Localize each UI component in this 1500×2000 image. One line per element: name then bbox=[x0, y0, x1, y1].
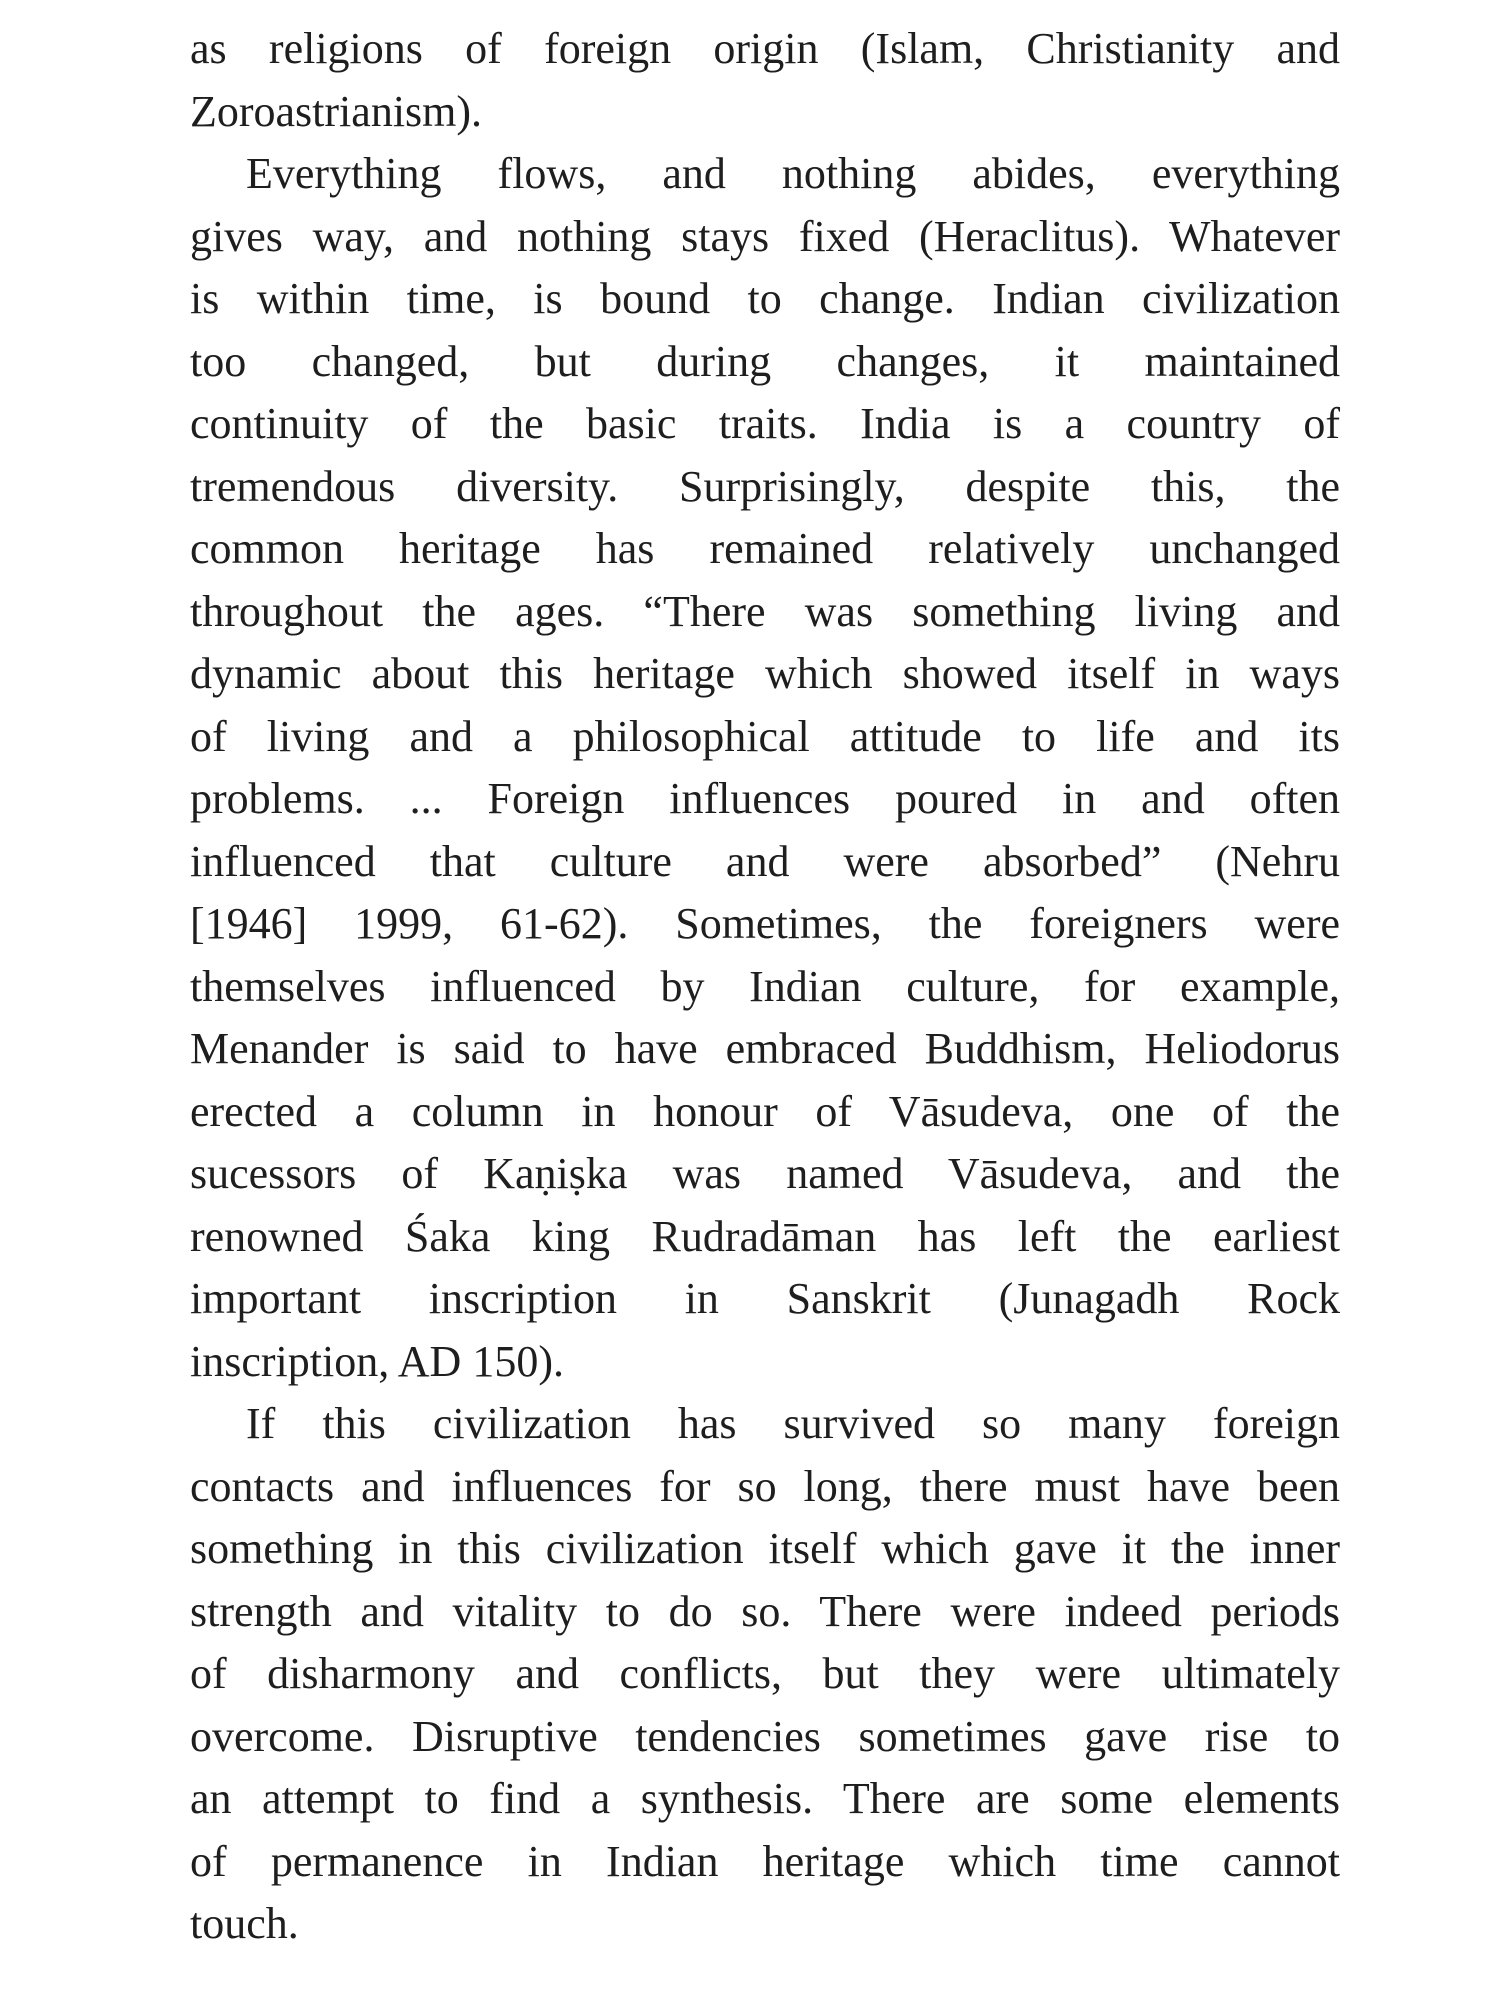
text-line: tremendous diversity. Surprisingly, despite this, the bbox=[190, 461, 1340, 511]
text-line: something in this civilization itself which gave it the inner bbox=[190, 1524, 1340, 1573]
text-line: touch. bbox=[190, 1899, 299, 1948]
text-line: erected a column in honour of Vāsudeva, one of the bbox=[190, 1086, 1340, 1136]
document-page bbox=[190, 18, 1340, 1956]
text-line: Zoroastrianism). bbox=[190, 86, 483, 136]
paragraph-1 bbox=[190, 18, 1340, 143]
text-line: strength and vitality to do so. There were indeed periods bbox=[190, 1586, 1340, 1636]
text-line: throughout the ages. “There was something living and bbox=[190, 586, 1340, 636]
text-line: continuity of the basic traits. India is a country of bbox=[190, 399, 1340, 448]
text-line: Everything flows, and nothing abides, everything bbox=[246, 149, 1340, 198]
text-line: an attempt to find a synthesis. There are some elements bbox=[190, 1774, 1340, 1823]
text-line: dynamic about this heritage which showed itself in ways bbox=[190, 649, 1340, 698]
text-line: too changed, but during changes, it maintained bbox=[190, 336, 1340, 386]
text-line: common heritage has remained relatively unchanged bbox=[190, 524, 1340, 573]
text-line: Menander is said to have embraced Buddhism, Heliodorus bbox=[190, 1024, 1340, 1073]
text-line: overcome. Disruptive tendencies sometimes gave rise to bbox=[190, 1711, 1340, 1761]
text-line: gives way, and nothing stays fixed (Heraclitus). Whatever bbox=[190, 211, 1340, 261]
text-line: important inscription in Sanskrit (Junagadh Rock bbox=[190, 1274, 1340, 1323]
paragraph-2 bbox=[190, 143, 1340, 1393]
paragraph-3 bbox=[190, 1393, 1340, 1956]
text-line: as religions of foreign origin (Islam, Christianity and bbox=[190, 24, 1340, 73]
text-line: renowned Śaka king Rudradāman has left the earliest bbox=[190, 1211, 1340, 1261]
text-line: is within time, is bound to change. Indian civilization bbox=[190, 274, 1340, 323]
text-line: of permanence in Indian heritage which time cannot bbox=[190, 1836, 1340, 1886]
text-line: contacts and influences for so long, there must have been bbox=[190, 1461, 1340, 1511]
text-line: problems. ... Foreign influences poured in and often bbox=[190, 774, 1340, 823]
text-line: influenced that culture and were absorbed” (Nehru bbox=[190, 836, 1340, 886]
text-line: themselves influenced by Indian culture, for example, bbox=[190, 961, 1340, 1011]
text-line: of living and a philosophical attitude to life and its bbox=[190, 711, 1340, 761]
text-line: inscription, AD 150). bbox=[190, 1336, 564, 1386]
text-line: sucessors of Kaṇiṣka was named Vāsudeva, and the bbox=[190, 1149, 1340, 1198]
text-line: If this civilization has survived so many foreign bbox=[246, 1399, 1340, 1448]
text-line: of disharmony and conflicts, but they were ultimately bbox=[190, 1649, 1340, 1698]
text-line: [1946] 1999, 61-62). Sometimes, the foreigners were bbox=[190, 899, 1340, 948]
